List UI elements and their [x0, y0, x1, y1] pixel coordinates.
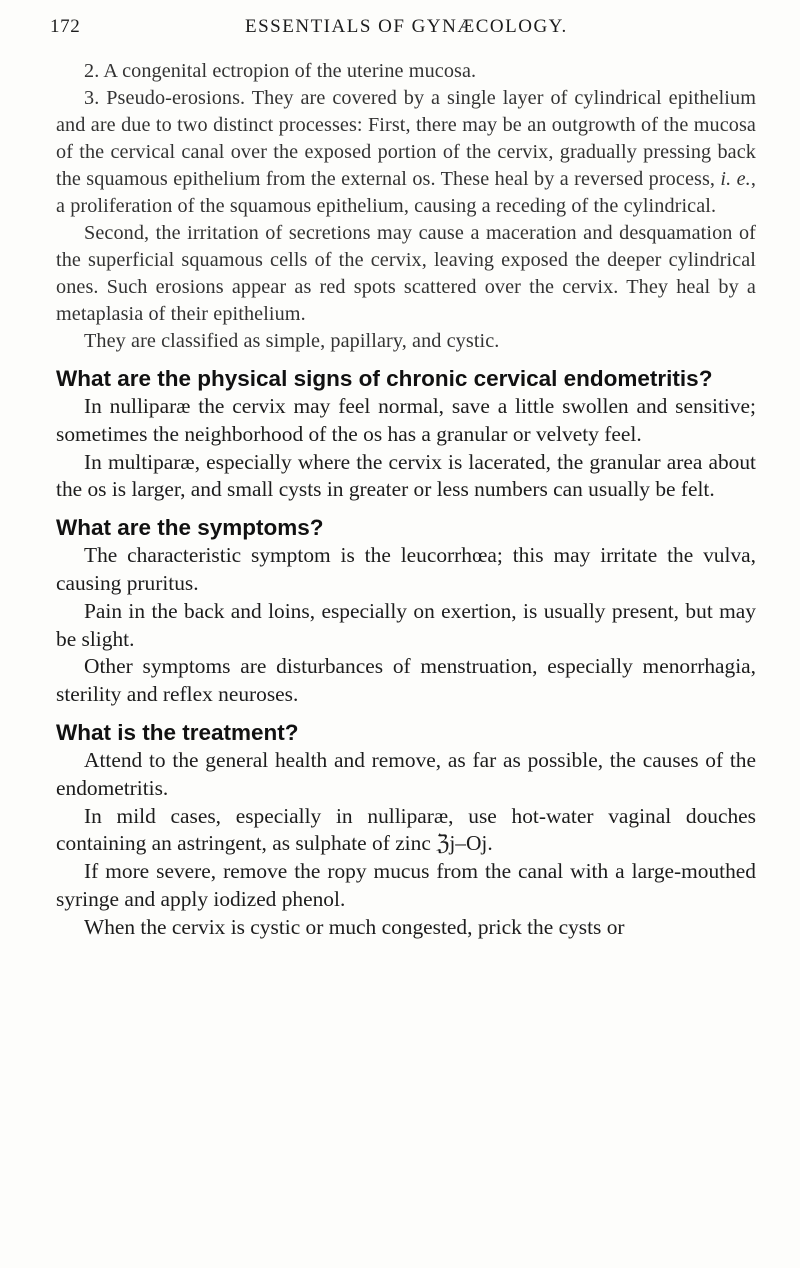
paragraph: When the cervix is cystic or much congested, prick the cysts or — [84, 914, 625, 939]
question-heading: What are the physical signs of chronic cervical endometritis? — [56, 366, 713, 391]
paragraph: Pain in the back and loins, especially on exertion, is usually present, but may be slight. — [56, 598, 756, 651]
page-header — [50, 16, 755, 46]
paragraph: In multiparæ, especially where the cervix is lacerated, the granular area about the os is larger, and small cysts in greater or less numbers can usually be felt. — [56, 449, 756, 502]
paragraph: They are classified as simple, papillary, and cystic. — [84, 330, 500, 352]
paragraph: In mild cases, especially in nulliparæ, use hot-water vaginal douches containing an astringent, as sulphate of zinc ℨj–Oj. — [56, 803, 756, 856]
abbreviation: i. e. — [720, 168, 751, 190]
paragraph: Other symptoms are disturbances of menstruation, especially menorrhagia, sterility and reflex neuroses. — [56, 654, 756, 707]
page-body — [56, 58, 756, 942]
paragraph-text: , a proliferation of the squamous epithelium, causing a receding of the cylindrical. — [56, 168, 756, 217]
page-number: 172 — [50, 16, 81, 37]
question-heading: What is the treatment? — [56, 719, 299, 745]
paragraph: 2. A congenital ectropion of the uterine mucosa. — [84, 60, 477, 82]
paragraph: If more severe, remove the ropy mucus from the canal with a large-mouthed syringe and apply iodized phenol. — [56, 859, 756, 911]
paragraph: Second, the irritation of secretions may cause a maceration and desquamation of the superficial squamous cells of the cervix, leaving exposed the deeper cylindrical ones. Such erosions appear as red spots scattered over the cervix. They heal by a metaplasia of their epithelium. — [56, 222, 756, 325]
question-heading: What are the symptoms? — [56, 515, 324, 541]
running-head: ESSENTIALS OF GYNÆCOLOGY. — [245, 16, 568, 37]
paragraph — [56, 85, 756, 220]
paragraph: Attend to the general health and remove, as far as possible, the causes of the endometritis. — [56, 747, 756, 800]
paragraph: In nulliparæ the cervix may feel normal, save a little swollen and sensitive; sometimes the neighborhood of the os has a granular or velvety feel. — [56, 394, 756, 446]
paragraph-text: 3. Pseudo-erosions. They are covered by a single layer of cylindrical epithelium and are due to two distinct processes: First, there may be an outgrowth of the mucosa of the cervical canal over the exposed portion of the cervix, gradually pressing back the squamous epithelium from the external os. These heal by a reversed process, — [56, 87, 756, 190]
paragraph: The characteristic symptom is the leucorrhœa; this may irritate the vulva, causing pruritus. — [56, 543, 756, 595]
